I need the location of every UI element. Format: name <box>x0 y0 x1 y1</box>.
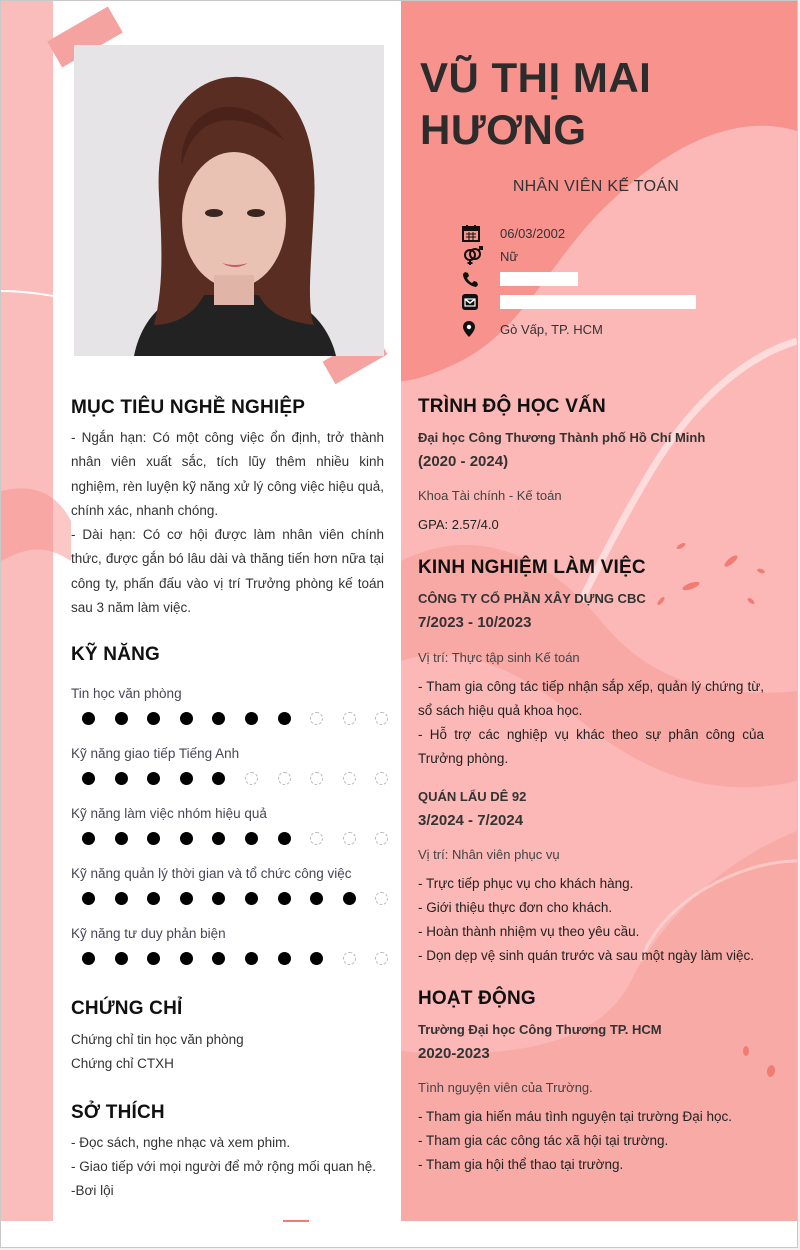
rating-dot-empty <box>375 772 388 785</box>
certificate-item: Chứng chỉ tin học văn phòng <box>71 1032 244 1047</box>
rating-dot-filled <box>82 712 95 725</box>
job-period: 7/2023 - 10/2023 <box>418 614 532 631</box>
objective-long-term: - Dài hạn: Có cơ hội được làm nhân viên chính thức, được gắn bó lâu dài và thăng tiến hơn nữa tại công ty, phấn đấu vào vị trí Trưởng phòng kế toán sau 3 năm làm việc. <box>71 527 384 616</box>
contact-birthdate <box>462 222 565 244</box>
phone-icon <box>462 269 484 289</box>
rating-dot-filled <box>147 772 160 785</box>
rating-dot-empty <box>375 892 388 905</box>
skill-rating <box>82 892 408 905</box>
job-position: Vị trí: Nhân viên phục vụ <box>418 847 560 862</box>
rating-dot-empty <box>310 712 323 725</box>
rating-dot-filled <box>310 892 323 905</box>
calendar-icon <box>462 223 484 243</box>
rating-dot-filled <box>212 772 225 785</box>
skill-label: Kỹ năng quản lý thời gian và tổ chức công việc <box>71 866 352 881</box>
gender-icon <box>462 246 484 266</box>
skills-heading: KỸ NĂNG <box>71 644 161 665</box>
contact-phone <box>462 268 578 290</box>
experience-heading: KINH NGHIỆM LÀM VIỆC <box>418 557 646 578</box>
rating-dot-filled <box>212 712 225 725</box>
contact-gender <box>462 245 518 267</box>
rating-dot-empty <box>245 772 258 785</box>
skill-rating <box>82 832 408 845</box>
rating-dot-filled <box>278 892 291 905</box>
job-company: QUÁN LẨU DÊ 92 <box>418 789 527 804</box>
hobby-item: -Bơi lội <box>71 1183 114 1198</box>
job-duties <box>418 872 764 968</box>
rating-dot-filled <box>82 772 95 785</box>
portrait-image <box>74 45 384 356</box>
job-duty: - Trực tiếp phục vụ cho khách hàng. <box>418 876 634 891</box>
name-line-2: HƯƠNG <box>420 106 587 153</box>
rating-dot-filled <box>147 952 160 965</box>
activity-org: Trường Đại học Công Thương TP. HCM <box>418 1022 662 1037</box>
job-duty: - Hỗ trợ các nghiệp vụ khác theo sự phân công của Trưởng phòng. <box>418 727 764 766</box>
activities-heading: HOẠT ĐỘNG <box>418 988 536 1009</box>
certificates-heading: CHỨNG CHỈ <box>71 998 183 1019</box>
rating-dot-filled <box>310 952 323 965</box>
rating-dot-filled <box>245 832 258 845</box>
rating-dot-empty <box>375 832 388 845</box>
gender-text: Nữ <box>500 248 519 264</box>
activity-item: - Tham gia hội thể thao tại trường. <box>418 1157 624 1172</box>
job-position: Vị trí: Thực tập sinh Kế toán <box>418 650 580 665</box>
education-faculty: Khoa Tài chính - Kế toán <box>418 488 562 503</box>
hobby-item: - Đọc sách, nghe nhạc và xem phim. <box>71 1135 291 1150</box>
hobby-item: - Giao tiếp với mọi người để mở rộng mối quan hệ. <box>71 1159 376 1174</box>
rating-dot-filled <box>82 832 95 845</box>
name-line-1: VŨ THỊ MAI <box>420 54 652 101</box>
location-text: Gò Vấp, TP. HCM <box>500 321 603 337</box>
rating-dot-filled <box>115 952 128 965</box>
candidate-name <box>420 52 780 156</box>
objective-text <box>71 426 384 620</box>
footer-accent-line <box>283 1220 309 1222</box>
rating-dot-filled <box>180 892 193 905</box>
rating-dot-empty <box>310 832 323 845</box>
rating-dot-empty <box>343 712 356 725</box>
rating-dot-filled <box>147 832 160 845</box>
skill-rating <box>82 712 408 725</box>
job-title: NHÂN VIÊN KẾ TOÁN <box>512 178 680 195</box>
job-duties <box>418 675 764 771</box>
rating-dot-filled <box>115 772 128 785</box>
contact-email <box>462 291 696 313</box>
education-school: Đại học Công Thương Thành phố Hồ Chí Minh <box>418 430 706 445</box>
rating-dot-filled <box>82 892 95 905</box>
rating-dot-filled <box>212 892 225 905</box>
rating-dot-filled <box>245 892 258 905</box>
rating-dot-empty <box>375 952 388 965</box>
rating-dot-empty <box>343 772 356 785</box>
skill-rating <box>82 952 408 965</box>
rating-dot-filled <box>212 952 225 965</box>
rating-dot-filled <box>278 952 291 965</box>
job-duty: - Giới thiệu thực đơn cho khách. <box>418 900 613 915</box>
activity-period: 2020-2023 <box>418 1045 490 1062</box>
rating-dot-filled <box>278 832 291 845</box>
education-gpa: GPA: 2.57/4.0 <box>418 517 499 532</box>
rating-dot-filled <box>343 892 356 905</box>
rating-dot-filled <box>115 712 128 725</box>
activity-item: - Tham gia các công tác xã hội tại trường. <box>418 1133 669 1148</box>
rating-dot-filled <box>115 832 128 845</box>
job-duty: - Dọn dẹp vệ sinh quán trước và sau một ngày làm việc. <box>418 948 755 963</box>
rating-dot-filled <box>147 892 160 905</box>
rating-dot-empty <box>278 772 291 785</box>
phone-text <box>500 272 578 286</box>
skill-rating <box>82 772 408 785</box>
rating-dot-filled <box>212 832 225 845</box>
objective-short-term: - Ngắn hạn: Có một công việc ổn định, trở thành nhân viên xuất sắc, tích lũy thêm nhiều kinh nghiệm, rèn luyện kỹ năng xử lý công việc hiệu quả, chính xác, nhanh chóng. <box>71 430 384 518</box>
rating-dot-filled <box>115 892 128 905</box>
activity-role: Tình nguyện viên của Trường. <box>418 1080 593 1095</box>
profile-photo <box>74 45 384 356</box>
skill-label: Tin học văn phòng <box>71 686 182 701</box>
email-text <box>500 295 696 309</box>
rating-dot-filled <box>82 952 95 965</box>
job-duty: - Tham gia công tác tiếp nhận sắp xếp, quản lý chứng từ, sổ sách hiệu quả khoa học. <box>418 679 764 718</box>
certificate-item: Chứng chỉ CTXH <box>71 1056 174 1071</box>
rating-dot-filled <box>147 712 160 725</box>
rating-dot-empty <box>375 712 388 725</box>
rating-dot-empty <box>310 772 323 785</box>
education-period: (2020 - 2024) <box>418 453 509 470</box>
birthdate-text: 06/03/2002 <box>500 225 566 241</box>
job-company: CÔNG TY CỔ PHẦN XÂY DỰNG CBC <box>418 591 646 606</box>
rating-dot-empty <box>343 832 356 845</box>
education-heading: TRÌNH ĐỘ HỌC VẤN <box>418 396 606 417</box>
skill-label: Kỹ năng giao tiếp Tiếng Anh <box>71 746 240 761</box>
hobbies-heading: SỞ THÍCH <box>71 1102 165 1123</box>
email-icon <box>462 292 484 312</box>
job-duty: - Hoàn thành nhiệm vụ theo yêu cầu. <box>418 924 640 939</box>
objective-heading: MỤC TIÊU NGHỀ NGHIỆP <box>71 397 306 418</box>
location-icon <box>462 319 484 339</box>
rating-dot-filled <box>180 712 193 725</box>
rating-dot-filled <box>245 952 258 965</box>
activity-list <box>418 1105 764 1177</box>
activity-item: - Tham gia hiến máu tình nguyện tại trường Đại học. <box>418 1109 733 1124</box>
rating-dot-empty <box>343 952 356 965</box>
job-period: 3/2024 - 7/2024 <box>418 812 524 829</box>
skill-label: Kỹ năng tư duy phản biện <box>71 926 226 941</box>
rating-dot-filled <box>180 952 193 965</box>
rating-dot-filled <box>245 712 258 725</box>
rating-dot-filled <box>180 772 193 785</box>
rating-dot-filled <box>180 832 193 845</box>
rating-dot-filled <box>278 712 291 725</box>
contact-location <box>462 318 603 340</box>
skill-label: Kỹ năng làm việc nhóm hiệu quả <box>71 806 267 821</box>
